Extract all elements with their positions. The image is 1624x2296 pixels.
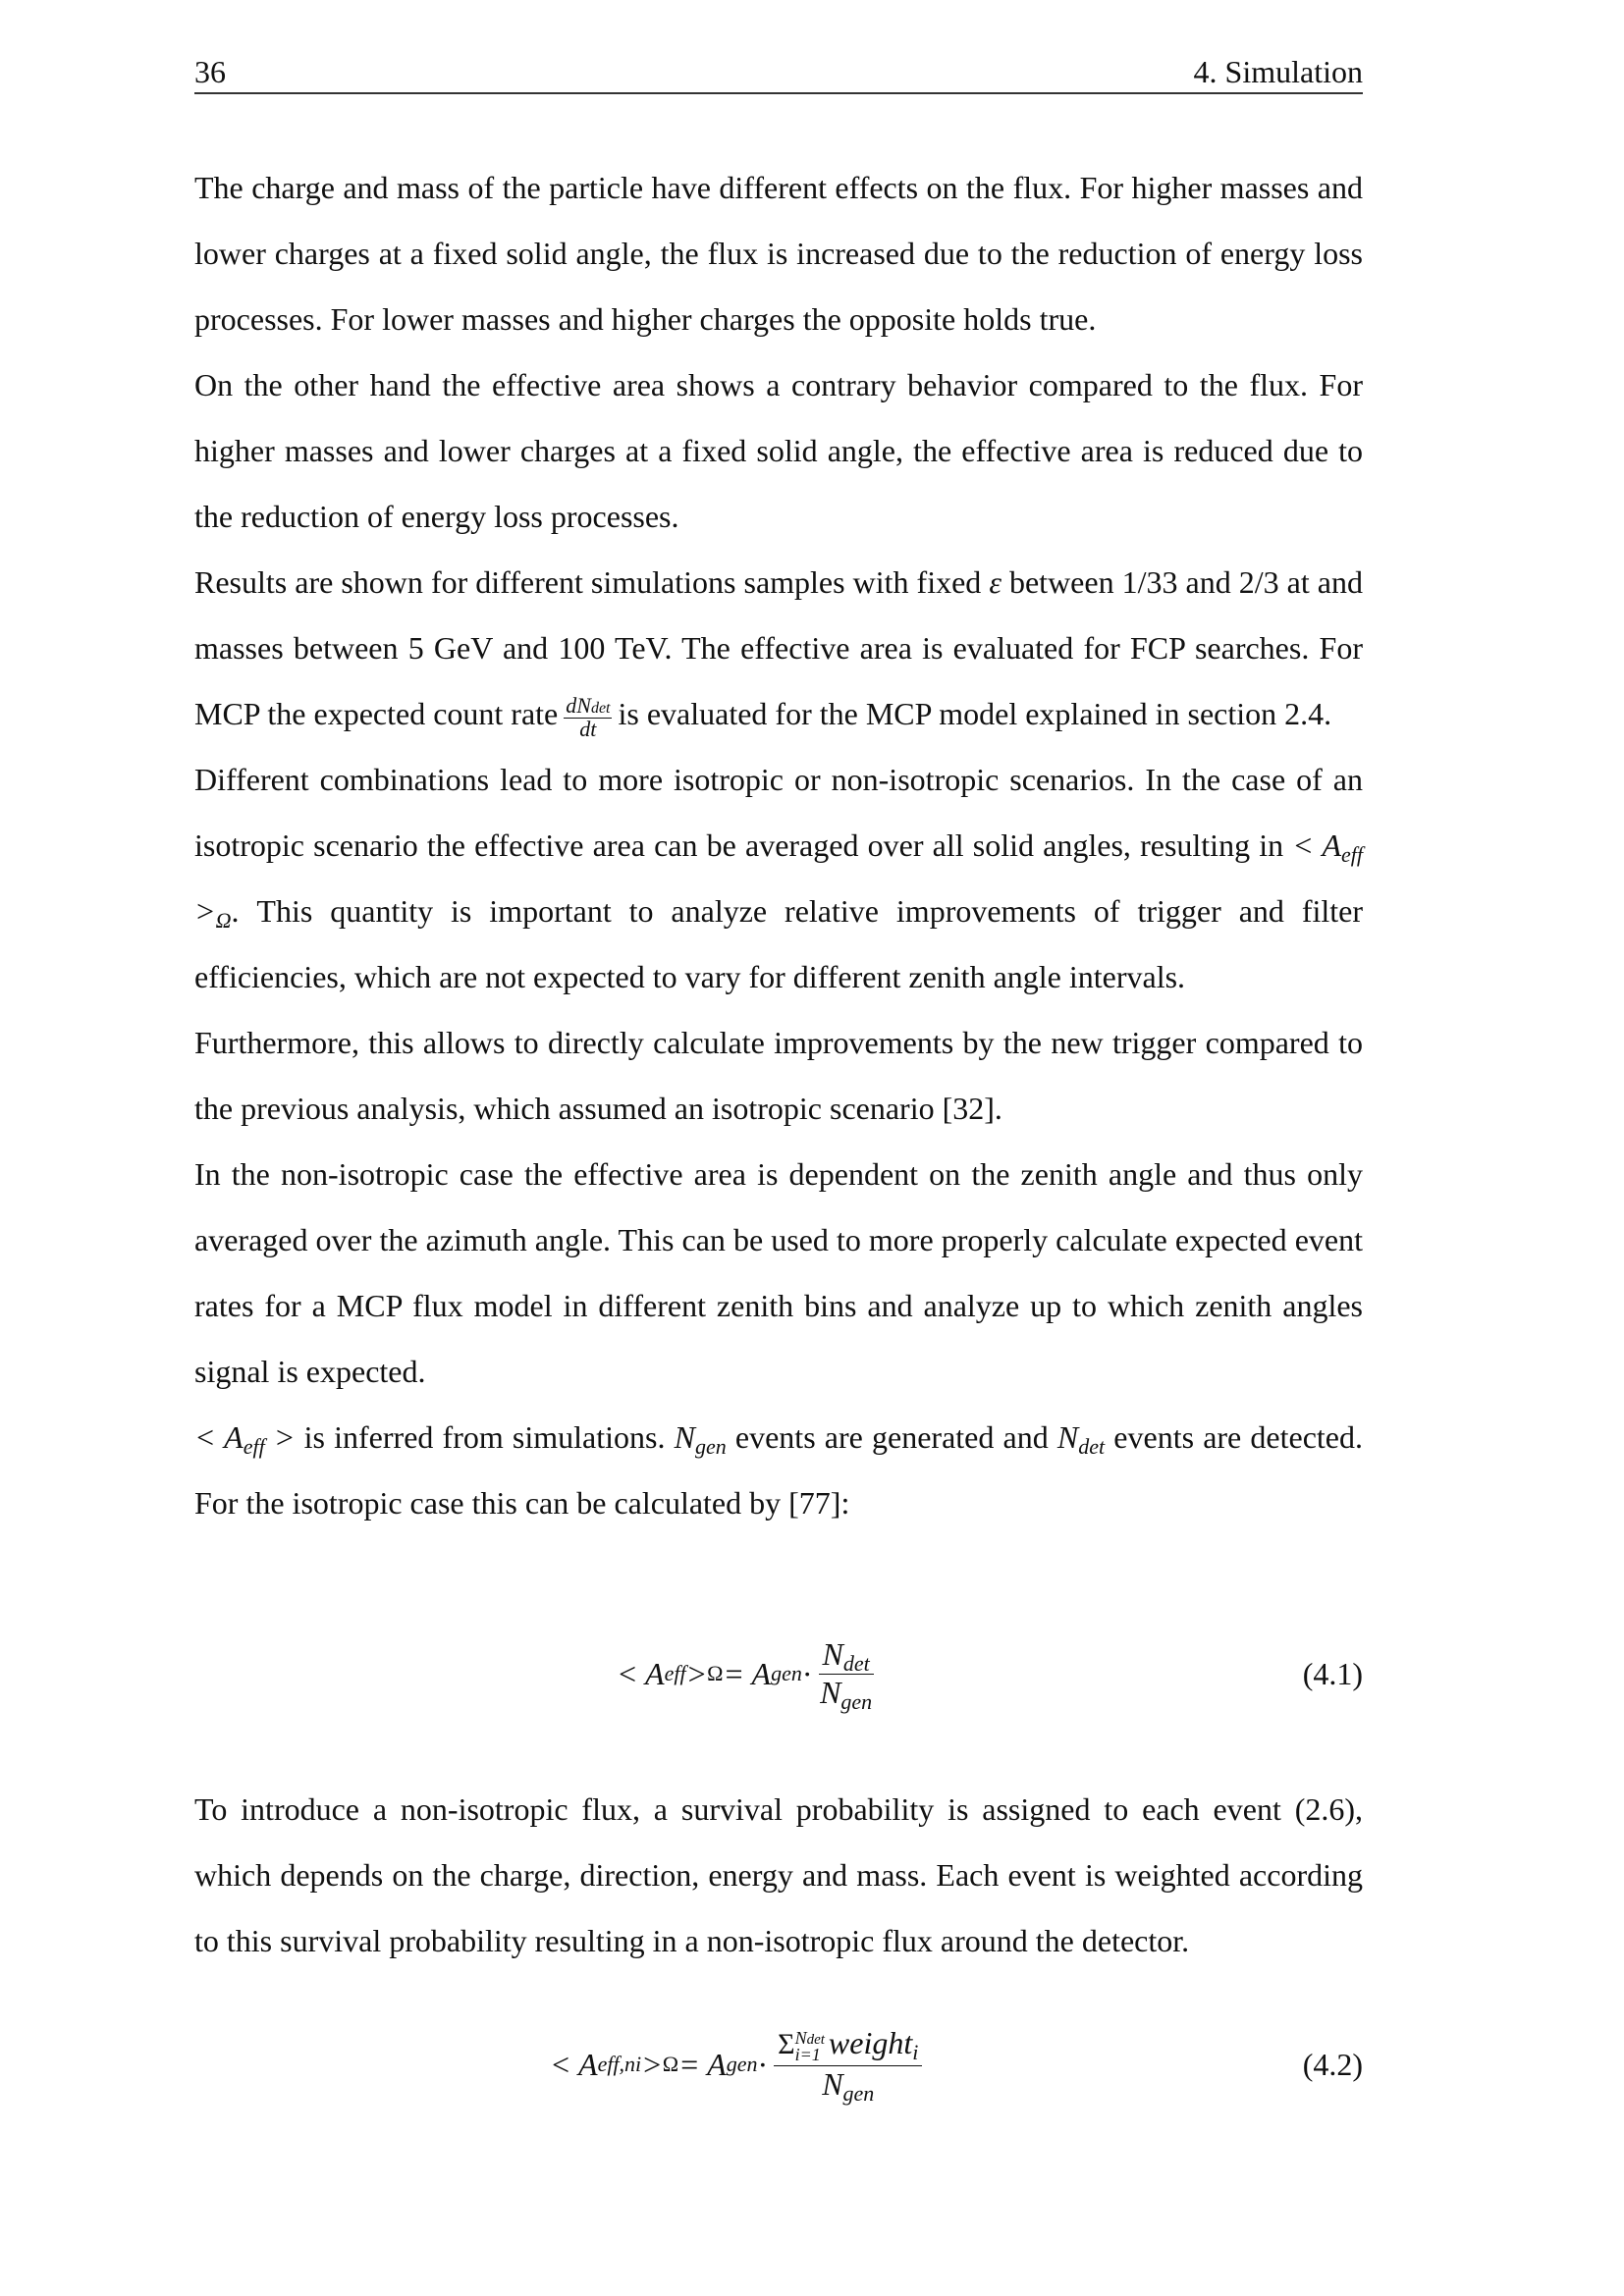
page-body (194, 155, 1363, 1536)
ndet-symbol: $N_{det}$ (1056, 1419, 1106, 1459)
page-body-continued (194, 1777, 1363, 1974)
equation-number-4-2: (4.2) (1302, 2047, 1363, 2082)
epsilon-symbol: ε (989, 564, 1001, 600)
paragraph-3: Results are shown for different simulations samples with fixed ε between 1/33 and 2/3 at and masses between 5 GeV and 100 TeV. The effective area is evaluated for FCP searches. For MCP the expected count rate dNdet dt is evaluated for the MCP model explained in section 2.4. (194, 564, 1364, 741)
paragraph-2: On the other hand the effective area shows a contrary behavior compared to the flux. For higher masses and lower charges at a fixed solid angle, the effective area is reduced due to the reduction of energy loss processes. (194, 367, 1363, 534)
chapter-title: 4. Simulation (1193, 54, 1363, 89)
paragraph-1: The charge and mass of the particle have different effects on the flux. For higher masses and lower charges at a fixed solid angle, the flux is increased due to the reduction of energy loss processes. For lower masses and higher charges the opposite holds true. (194, 170, 1363, 337)
paragraph-8: To introduce a non-isotropic flux, a survival probability is assigned to each event (2.6), which depends on the charge, direction, energy and mass. Each event is weighted according to this survival probability resulting in a non-isotropic flux around the detector. (194, 1791, 1363, 1958)
equation-4-2: < A eff,ni > Ω = A gen · Σ Ndet i=1 weight$_i$ $N_{gen}$ (4.2) (194, 2010, 1363, 2118)
aeff-omega-symbol: < $A_{eff} >_\Omega$ (194, 828, 1364, 933)
paragraph-6: In the non-isotropic case the effective area is dependent on the zenith angle and thus only averaged over the azimuth angle. This can be used to more properly calculate expected event rates for a MCP flux model in different zenith bins and analyze up to which zenith angles signal is expected. (194, 1156, 1363, 1389)
paragraph-4: Different combinations lead to more isotropic or non-isotropic scenarios. In the case of an isotropic scenario the effective area can be averaged over all solid angles, resulting in < $A_{eff} >_\Omega$. This quantity is important to analyze relative improvements of trigger and filter efficiencies, which are not expected to vary for different zenith angle intervals. (194, 762, 1364, 994)
page-header (194, 51, 1363, 94)
weighted-sum-fraction: Σ Ndet i=1 weight$_i$ $N_{gen}$ (774, 2027, 922, 2101)
paragraph-7: < $A_{eff}$ > is inferred from simulations. $N_{gen}$ events are generated and $N_{det}$ events are detected. For the isotropic case this can be calculated by [77]: (194, 1419, 1363, 1521)
ndet-over-ngen-fraction: $\frac{N_{det}}{N_{gen}}$ (820, 1635, 873, 1714)
aeff-symbol: < $A_{eff}$ > (194, 1419, 296, 1459)
paragraph-5: Furthermore, this allows to directly calculate improvements by the new trigger compared to the previous analysis, which assumed an isotropic scenario [32]. (194, 1025, 1363, 1126)
page-number: 36 (194, 54, 226, 89)
count-rate-fraction: dNdet dt (566, 692, 611, 741)
equation-number-4-1: (4.1) (1302, 1656, 1363, 1691)
ngen-symbol: $N_{gen}$ (674, 1419, 727, 1459)
equation-4-1: < A eff > Ω = A gen · $\frac{N_{det}}{N_{gen}}$ (4.1) (194, 1620, 1363, 1728)
